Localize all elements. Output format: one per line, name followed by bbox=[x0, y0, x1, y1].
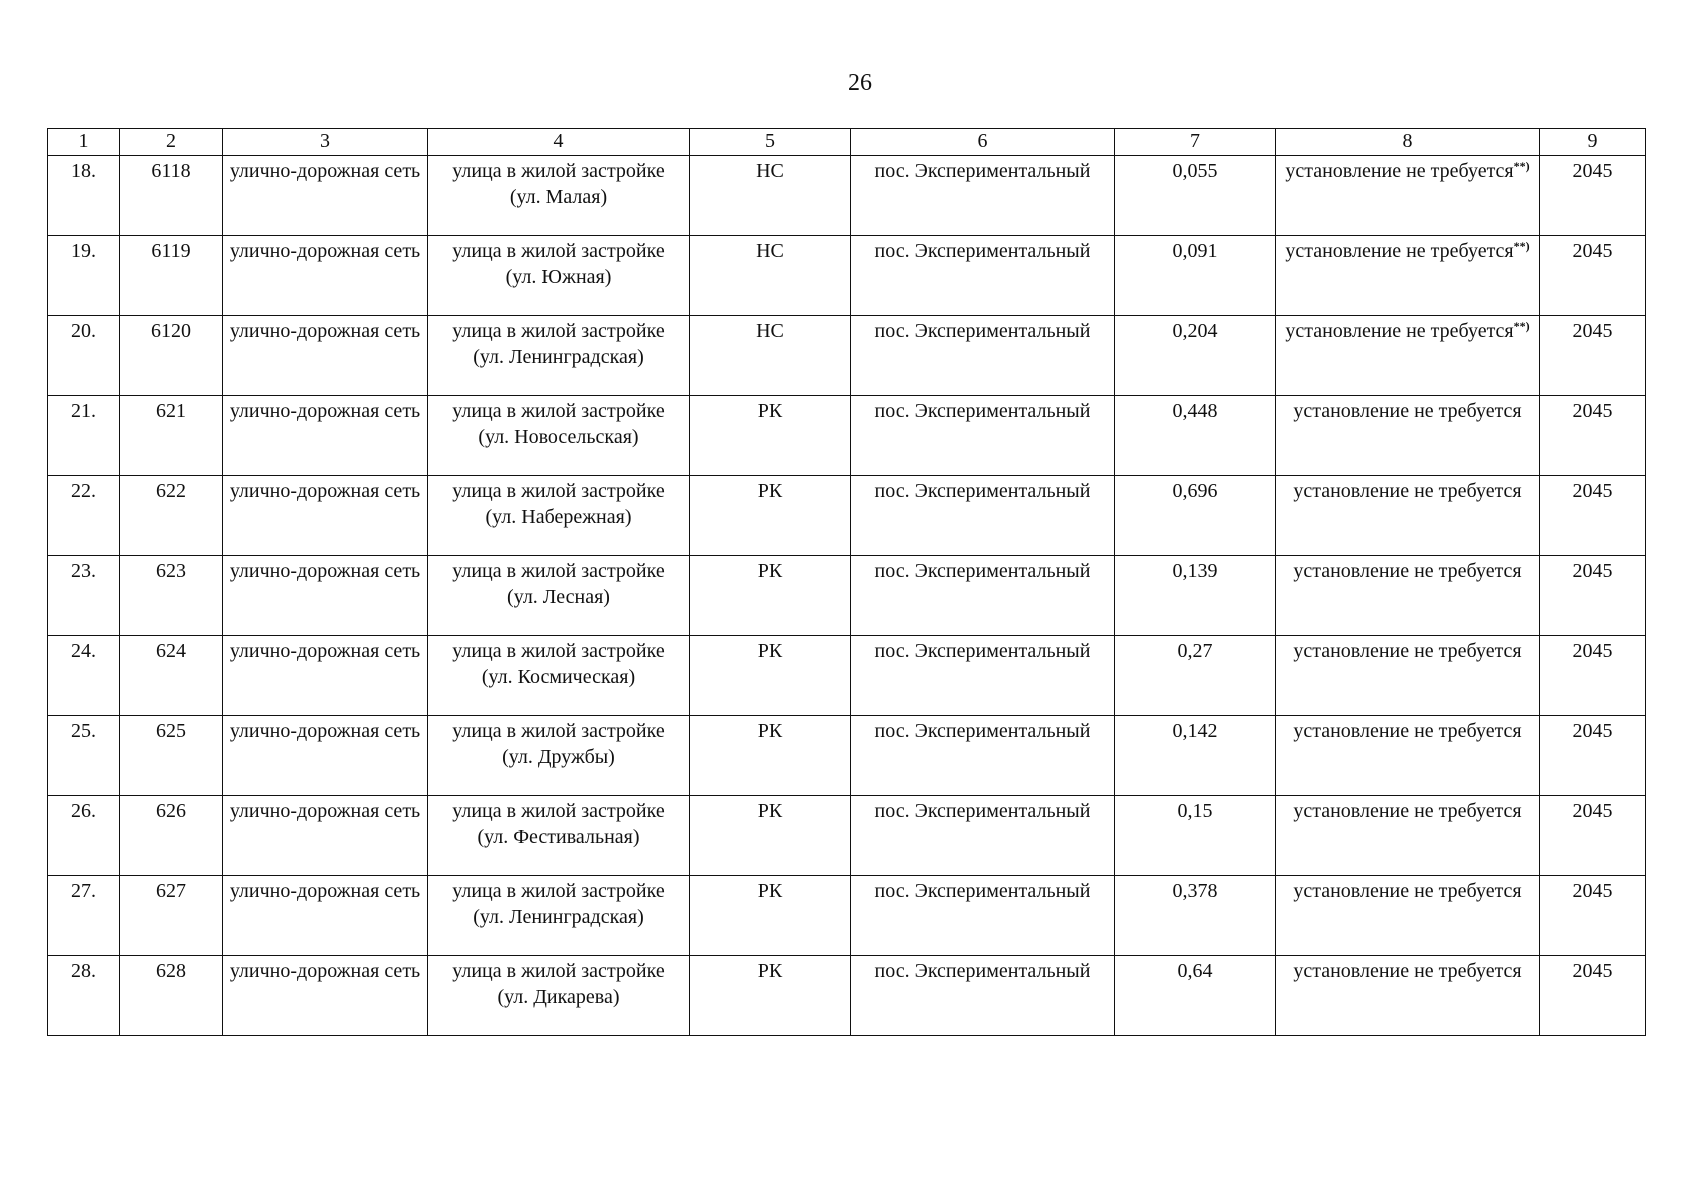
object-name-line1: улица в жилой застройке bbox=[452, 560, 665, 582]
row-number: 23. bbox=[48, 556, 120, 636]
column-header: 8 bbox=[1276, 129, 1540, 156]
object-length: 0,448 bbox=[1115, 396, 1276, 476]
row-number: 24. bbox=[48, 636, 120, 716]
object-length: 0,27 bbox=[1115, 636, 1276, 716]
object-name-line1: улица в жилой застройке bbox=[452, 320, 665, 342]
object-status-text: установление не требуется bbox=[1285, 320, 1514, 342]
object-name bbox=[428, 476, 690, 556]
object-type: улично-дорожная сеть bbox=[223, 476, 428, 556]
object-year: 2045 bbox=[1540, 476, 1646, 556]
object-status bbox=[1276, 316, 1540, 396]
object-code: 624 bbox=[120, 636, 223, 716]
object-code: 621 bbox=[120, 396, 223, 476]
object-category: РК bbox=[690, 476, 851, 556]
object-name-line1: улица в жилой застройке bbox=[452, 160, 665, 182]
table-row bbox=[48, 796, 1646, 876]
object-location: пос. Экспериментальный bbox=[851, 876, 1115, 956]
object-status-text: установление не требуется bbox=[1293, 960, 1522, 982]
column-header: 4 bbox=[428, 129, 690, 156]
object-category: РК bbox=[690, 396, 851, 476]
row-number: 22. bbox=[48, 476, 120, 556]
object-name bbox=[428, 156, 690, 236]
object-location: пос. Экспериментальный bbox=[851, 716, 1115, 796]
table-row bbox=[48, 236, 1646, 316]
object-name bbox=[428, 956, 690, 1036]
object-status-text: установление не требуется bbox=[1293, 720, 1522, 742]
object-name-line2: (ул. Дикарева) bbox=[497, 986, 620, 1008]
object-name-line2: (ул. Южная) bbox=[505, 266, 612, 288]
column-header: 9 bbox=[1540, 129, 1646, 156]
table-row bbox=[48, 396, 1646, 476]
object-year: 2045 bbox=[1540, 956, 1646, 1036]
row-number: 20. bbox=[48, 316, 120, 396]
object-name-line1: улица в жилой застройке bbox=[452, 800, 665, 822]
object-name bbox=[428, 876, 690, 956]
column-header: 6 bbox=[851, 129, 1115, 156]
object-name-line1: улица в жилой застройке bbox=[452, 480, 665, 502]
object-status bbox=[1276, 956, 1540, 1036]
column-header: 7 bbox=[1115, 129, 1276, 156]
object-location: пос. Экспериментальный bbox=[851, 156, 1115, 236]
object-type: улично-дорожная сеть bbox=[223, 316, 428, 396]
object-location: пос. Экспериментальный bbox=[851, 396, 1115, 476]
object-length: 0,15 bbox=[1115, 796, 1276, 876]
object-code: 625 bbox=[120, 716, 223, 796]
object-status-text: установление не требуется bbox=[1285, 240, 1514, 262]
row-number: 19. bbox=[48, 236, 120, 316]
object-name-line1: улица в жилой застройке bbox=[452, 240, 665, 262]
object-year: 2045 bbox=[1540, 156, 1646, 236]
object-name-line2: (ул. Ленинградская) bbox=[473, 346, 644, 368]
registry-table bbox=[47, 128, 1646, 1036]
object-location: пос. Экспериментальный bbox=[851, 316, 1115, 396]
object-type: улично-дорожная сеть bbox=[223, 876, 428, 956]
object-category: НС bbox=[690, 236, 851, 316]
object-code: 6118 bbox=[120, 156, 223, 236]
table-row bbox=[48, 956, 1646, 1036]
object-name bbox=[428, 236, 690, 316]
object-name bbox=[428, 636, 690, 716]
object-name-line1: улица в жилой застройке bbox=[452, 960, 665, 982]
object-status-text: установление не требуется bbox=[1293, 560, 1522, 582]
object-status bbox=[1276, 876, 1540, 956]
object-status bbox=[1276, 796, 1540, 876]
object-length: 0,204 bbox=[1115, 316, 1276, 396]
object-location: пос. Экспериментальный bbox=[851, 636, 1115, 716]
object-type: улично-дорожная сеть bbox=[223, 716, 428, 796]
object-year: 2045 bbox=[1540, 796, 1646, 876]
table-row bbox=[48, 476, 1646, 556]
object-length: 0,091 bbox=[1115, 236, 1276, 316]
object-length: 0,696 bbox=[1115, 476, 1276, 556]
column-header: 5 bbox=[690, 129, 851, 156]
row-number: 18. bbox=[48, 156, 120, 236]
object-length: 0,055 bbox=[1115, 156, 1276, 236]
row-number: 27. bbox=[48, 876, 120, 956]
object-name bbox=[428, 316, 690, 396]
object-status bbox=[1276, 636, 1540, 716]
object-status bbox=[1276, 236, 1540, 316]
object-location: пос. Экспериментальный bbox=[851, 796, 1115, 876]
object-name bbox=[428, 796, 690, 876]
object-name-line2: (ул. Космическая) bbox=[481, 666, 636, 688]
object-status-text: установление не требуется bbox=[1285, 160, 1514, 182]
object-year: 2045 bbox=[1540, 556, 1646, 636]
object-category: РК bbox=[690, 716, 851, 796]
object-name-line1: улица в жилой застройке bbox=[452, 880, 665, 902]
object-location: пос. Экспериментальный bbox=[851, 236, 1115, 316]
table-body bbox=[48, 156, 1646, 1036]
object-code: 628 bbox=[120, 956, 223, 1036]
object-type: улично-дорожная сеть bbox=[223, 956, 428, 1036]
table-row bbox=[48, 556, 1646, 636]
object-length: 0,64 bbox=[1115, 956, 1276, 1036]
object-code: 623 bbox=[120, 556, 223, 636]
table-row bbox=[48, 876, 1646, 956]
object-name-line2: (ул. Фестивальная) bbox=[477, 826, 640, 848]
object-name-line2: (ул. Дружбы) bbox=[502, 746, 615, 768]
object-status-text: установление не требуется bbox=[1293, 640, 1522, 662]
object-category: НС bbox=[690, 316, 851, 396]
object-location: пос. Экспериментальный bbox=[851, 956, 1115, 1036]
object-name-line1: улица в жилой застройке bbox=[452, 400, 665, 422]
object-name-line1: улица в жилой застройке bbox=[452, 640, 665, 662]
object-category: РК bbox=[690, 956, 851, 1036]
object-name-line2: (ул. Набережная) bbox=[485, 506, 632, 528]
object-year: 2045 bbox=[1540, 716, 1646, 796]
object-location: пос. Экспериментальный bbox=[851, 556, 1115, 636]
table-row bbox=[48, 316, 1646, 396]
object-length: 0,139 bbox=[1115, 556, 1276, 636]
table-row bbox=[48, 636, 1646, 716]
object-status bbox=[1276, 396, 1540, 476]
table-row bbox=[48, 156, 1646, 236]
page-number: 26 bbox=[848, 70, 872, 96]
object-status-text: установление не требуется bbox=[1293, 880, 1522, 902]
object-name-line2: (ул. Малая) bbox=[509, 186, 608, 208]
object-name-line2: (ул. Новосельская) bbox=[478, 426, 639, 448]
row-number: 26. bbox=[48, 796, 120, 876]
object-type: улично-дорожная сеть bbox=[223, 636, 428, 716]
object-status bbox=[1276, 716, 1540, 796]
object-status-text: установление не требуется bbox=[1293, 480, 1522, 502]
object-year: 2045 bbox=[1540, 636, 1646, 716]
object-category: РК bbox=[690, 636, 851, 716]
object-type: улично-дорожная сеть bbox=[223, 396, 428, 476]
object-code: 6120 bbox=[120, 316, 223, 396]
row-number: 25. bbox=[48, 716, 120, 796]
object-code: 6119 bbox=[120, 236, 223, 316]
object-category: НС bbox=[690, 156, 851, 236]
object-category: РК bbox=[690, 876, 851, 956]
column-header: 1 bbox=[48, 129, 120, 156]
object-status bbox=[1276, 556, 1540, 636]
object-length: 0,142 bbox=[1115, 716, 1276, 796]
object-location: пос. Экспериментальный bbox=[851, 476, 1115, 556]
object-code: 622 bbox=[120, 476, 223, 556]
object-name-line2: (ул. Лесная) bbox=[507, 586, 610, 608]
object-type: улично-дорожная сеть bbox=[223, 236, 428, 316]
object-status-text: установление не требуется bbox=[1293, 800, 1522, 822]
object-name bbox=[428, 396, 690, 476]
object-name-line1: улица в жилой застройке bbox=[452, 720, 665, 742]
column-number-row bbox=[48, 129, 1646, 156]
row-number: 28. bbox=[48, 956, 120, 1036]
column-header: 3 bbox=[223, 129, 428, 156]
column-header: 2 bbox=[120, 129, 223, 156]
object-code: 627 bbox=[120, 876, 223, 956]
footnote-marker: **) bbox=[1513, 239, 1530, 253]
object-name bbox=[428, 716, 690, 796]
object-name bbox=[428, 556, 690, 636]
object-code: 626 bbox=[120, 796, 223, 876]
object-year: 2045 bbox=[1540, 316, 1646, 396]
object-category: РК bbox=[690, 556, 851, 636]
object-status-text: установление не требуется bbox=[1293, 400, 1522, 422]
object-name-line2: (ул. Ленинградская) bbox=[473, 906, 644, 928]
object-year: 2045 bbox=[1540, 876, 1646, 956]
object-type: улично-дорожная сеть bbox=[223, 796, 428, 876]
object-year: 2045 bbox=[1540, 236, 1646, 316]
object-type: улично-дорожная сеть bbox=[223, 556, 428, 636]
footnote-marker: **) bbox=[1513, 159, 1530, 173]
row-number: 21. bbox=[48, 396, 120, 476]
object-year: 2045 bbox=[1540, 396, 1646, 476]
object-status bbox=[1276, 156, 1540, 236]
object-status bbox=[1276, 476, 1540, 556]
object-category: РК bbox=[690, 796, 851, 876]
footnote-marker: **) bbox=[1513, 319, 1530, 333]
table-row bbox=[48, 716, 1646, 796]
object-length: 0,378 bbox=[1115, 876, 1276, 956]
object-type: улично-дорожная сеть bbox=[223, 156, 428, 236]
